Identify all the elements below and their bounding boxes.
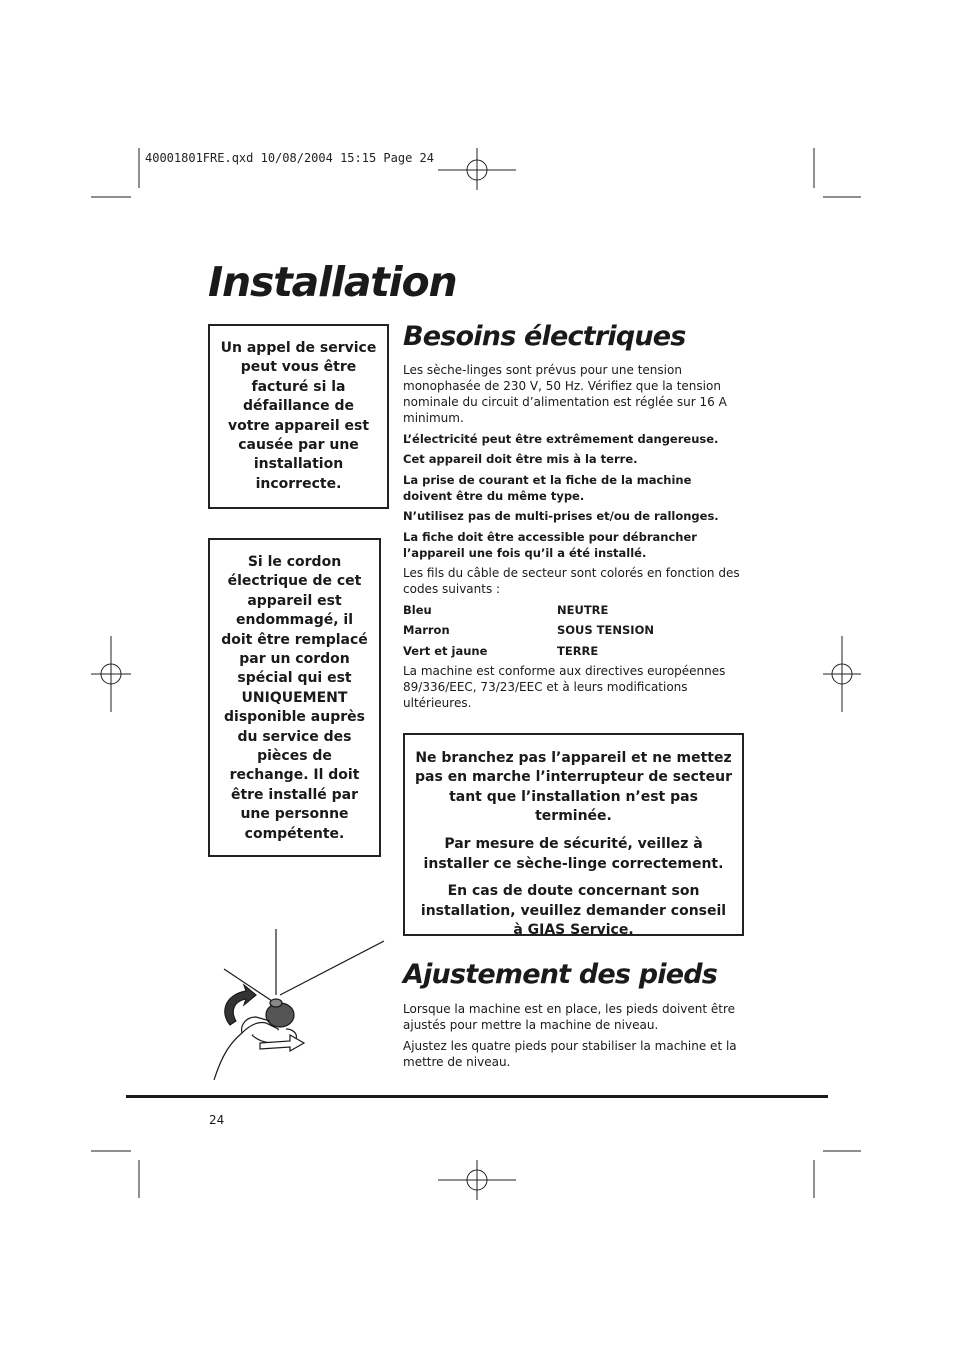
notice-line: votre appareil est xyxy=(227,417,370,434)
power-cord-notice xyxy=(208,538,381,857)
notice-line: pièces de xyxy=(257,748,332,765)
safety-paragraph: Par mesure de sécurité, veillez à installer ce sèche-linge correctement. xyxy=(423,836,724,872)
warning-line: L’électricité peut être extrêmement dangereuse. xyxy=(403,431,719,446)
section-title-feet: Ajustement des pieds xyxy=(403,959,718,990)
wire-meaning: TERRE xyxy=(557,643,599,658)
notice-line: causée par une xyxy=(238,437,359,454)
wire-meaning: SOUS TENSION xyxy=(557,623,654,637)
notice-line: électrique de cet xyxy=(227,573,362,590)
safety-paragraph: Ne branchez pas l’appareil et ne mettez pas en marche l’interrupteur de secteur tant que l’installation n’est pas terminée. xyxy=(415,750,732,825)
warning-line: Cet appareil doit être mis à la terre. xyxy=(403,452,638,466)
notice-line: Un appel de service xyxy=(220,340,377,356)
warning-line: N’utilisez pas de multi-prises et/ou de rallonges. xyxy=(403,509,719,523)
wire-code-row xyxy=(403,622,743,638)
wire-code-row xyxy=(403,643,743,659)
feet-paragraph: Lorsque la machine est en place, les pieds doivent être ajustés pour mettre la machine de niveau. xyxy=(403,1002,736,1032)
notice-line: installation xyxy=(253,456,344,473)
warning-line: La fiche doit être accessible pour débrancher l’appareil une fois qu’il a été installé. xyxy=(403,529,697,560)
section-title-electrical: Besoins électriques xyxy=(403,321,686,352)
footer-rule xyxy=(126,1095,828,1098)
service-call-notice xyxy=(208,324,389,509)
page-number: 24 xyxy=(209,1113,225,1127)
notice-line: Si le cordon xyxy=(247,554,342,570)
feet-paragraph: Ajustez les quatre pieds pour stabiliser la machine et la mettre de niveau. xyxy=(403,1038,737,1069)
warning-line: La prise de courant et la fiche de la machine doivent être du même type. xyxy=(403,472,692,503)
notice-line: compétente. xyxy=(244,825,345,842)
notice-line: défaillance de xyxy=(242,398,355,415)
notice-line: UNIQUEMENT xyxy=(241,689,348,706)
notice-line: facturé si la xyxy=(251,378,346,395)
conformity-text: La machine est conforme aux directives européennes 89/336/EEC, 73/23/EEC et à leurs modifications ultérieures. xyxy=(403,664,726,710)
electrical-body xyxy=(403,362,743,716)
wire-color: Vert et jaune xyxy=(403,643,488,658)
wire-color: Bleu xyxy=(403,602,432,617)
notice-line: du service des xyxy=(237,728,352,745)
wire-code-row xyxy=(403,602,743,618)
notice-line: rechange. Il doit xyxy=(229,767,360,784)
notice-line: disponible auprès xyxy=(224,709,365,726)
safety-paragraph: En cas de doute concernant son installation, veuillez demander conseil à GIAS Service. xyxy=(420,883,727,939)
notice-line: par un cordon xyxy=(239,651,350,668)
foot-adjust-illustration xyxy=(200,925,390,1085)
wire-color-codes xyxy=(403,602,743,659)
wire-meaning: NEUTRE xyxy=(557,602,609,617)
notice-line: peut vous être xyxy=(240,359,357,376)
notice-line: être installé par xyxy=(230,786,359,803)
electrical-intro: Les sèche-linges sont prévus pour une tension monophasée de 230 V, 50 Hz. Vérifiez que la tension nominale du circuit d’alimentation est réglée sur 16 A minimum. xyxy=(403,363,727,425)
notice-line: une personne xyxy=(240,806,349,823)
page-title: Installation xyxy=(208,258,457,306)
codes-intro: Les fils du câble de secteur sont colorés en fonction des codes suivants : xyxy=(403,566,740,596)
notice-line: spécial qui est xyxy=(237,670,352,687)
notice-line: endommagé, il xyxy=(235,612,354,629)
notice-line: doit être remplacé xyxy=(221,631,368,648)
notice-line: incorrecte. xyxy=(255,475,342,492)
notice-line: appareil est xyxy=(247,592,342,609)
wire-color: Marron xyxy=(403,623,450,637)
file-slug: 40001801FRE.qxd 10/08/2004 15:15 Page 24 xyxy=(145,151,434,165)
feet-body xyxy=(403,1001,743,1074)
safety-warning-box xyxy=(403,733,744,939)
